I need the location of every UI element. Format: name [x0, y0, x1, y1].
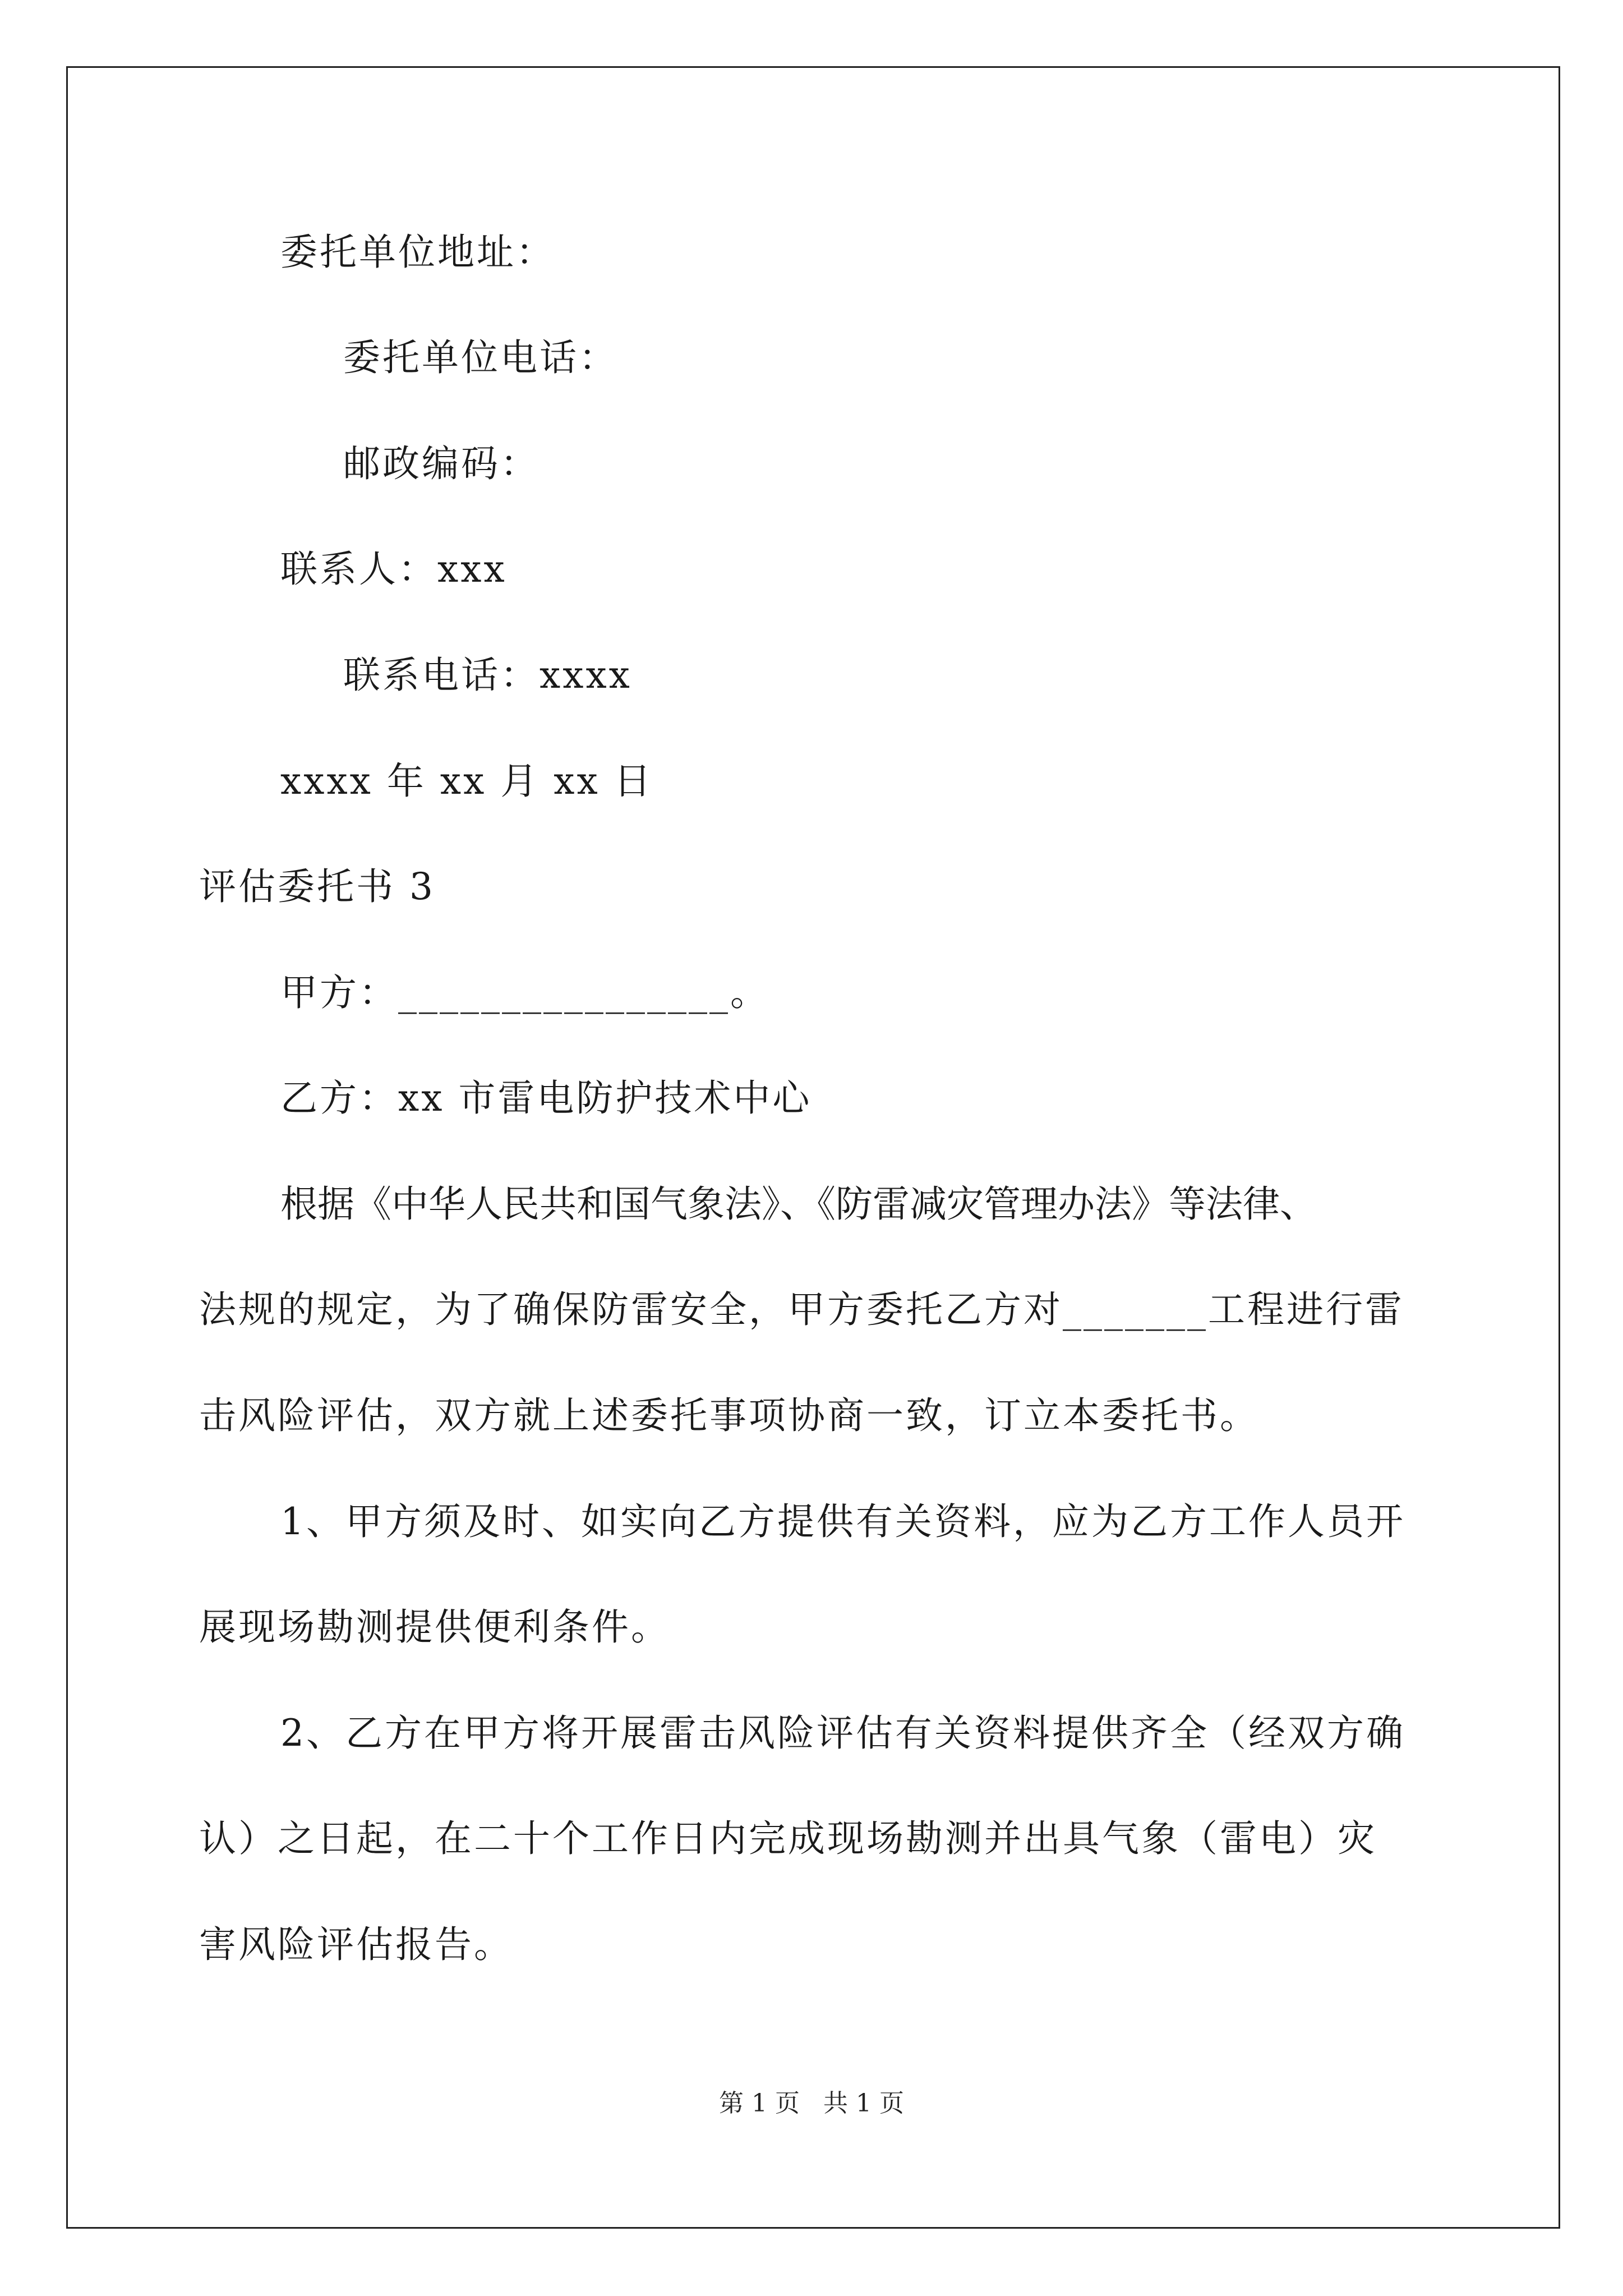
paragraph-1-line-2: 法规的规定，为了确保防雷安全，甲方委托乙方对_______工程进行雷	[199, 1288, 1404, 1331]
page-footer: 第 1 页 共 1 页	[719, 2089, 904, 2118]
postal-code-label: 邮政编码：	[343, 442, 540, 485]
paragraph-1-line-3: 击风险评估，双方就上述委托事项协商一致，订立本委托书。	[199, 1394, 1259, 1437]
section-heading: 评估委托书 3	[199, 865, 435, 908]
paragraph-3-line-1: 2、乙方在甲方将开展雷击风险评估有关资料提供齐全（经双方确	[280, 1711, 1405, 1755]
contact-phone-line: 联系电话：xxxx	[343, 654, 632, 697]
date-line: xxxx 年 xx 月 xx 日	[280, 760, 653, 803]
contact-person-line: 联系人：xxx	[280, 547, 507, 591]
party-a-line: 甲方：________________。	[280, 971, 769, 1014]
paragraph-3-line-2: 认）之日起，在二十个工作日内完成现场勘测并出具气象（雷电）灾	[199, 1817, 1377, 1860]
party-b-line: 乙方：xx 市雷电防护技术中心	[280, 1076, 812, 1120]
page-border	[66, 66, 1560, 2229]
client-address-label: 委托单位地址：	[280, 231, 555, 274]
paragraph-2-line-2: 展现场勘测提供便利条件。	[199, 1605, 670, 1649]
client-phone-label: 委托单位电话：	[343, 336, 618, 379]
paragraph-1-line-1: 根据《中华人民共和国气象法》、《防雷减灾管理办法》等法律、	[280, 1182, 1317, 1226]
paragraph-3-line-3: 害风险评估报告。	[199, 1923, 513, 1966]
paragraph-2-line-1: 1、甲方须及时、如实向乙方提供有关资料，应为乙方工作人员开	[280, 1500, 1405, 1543]
